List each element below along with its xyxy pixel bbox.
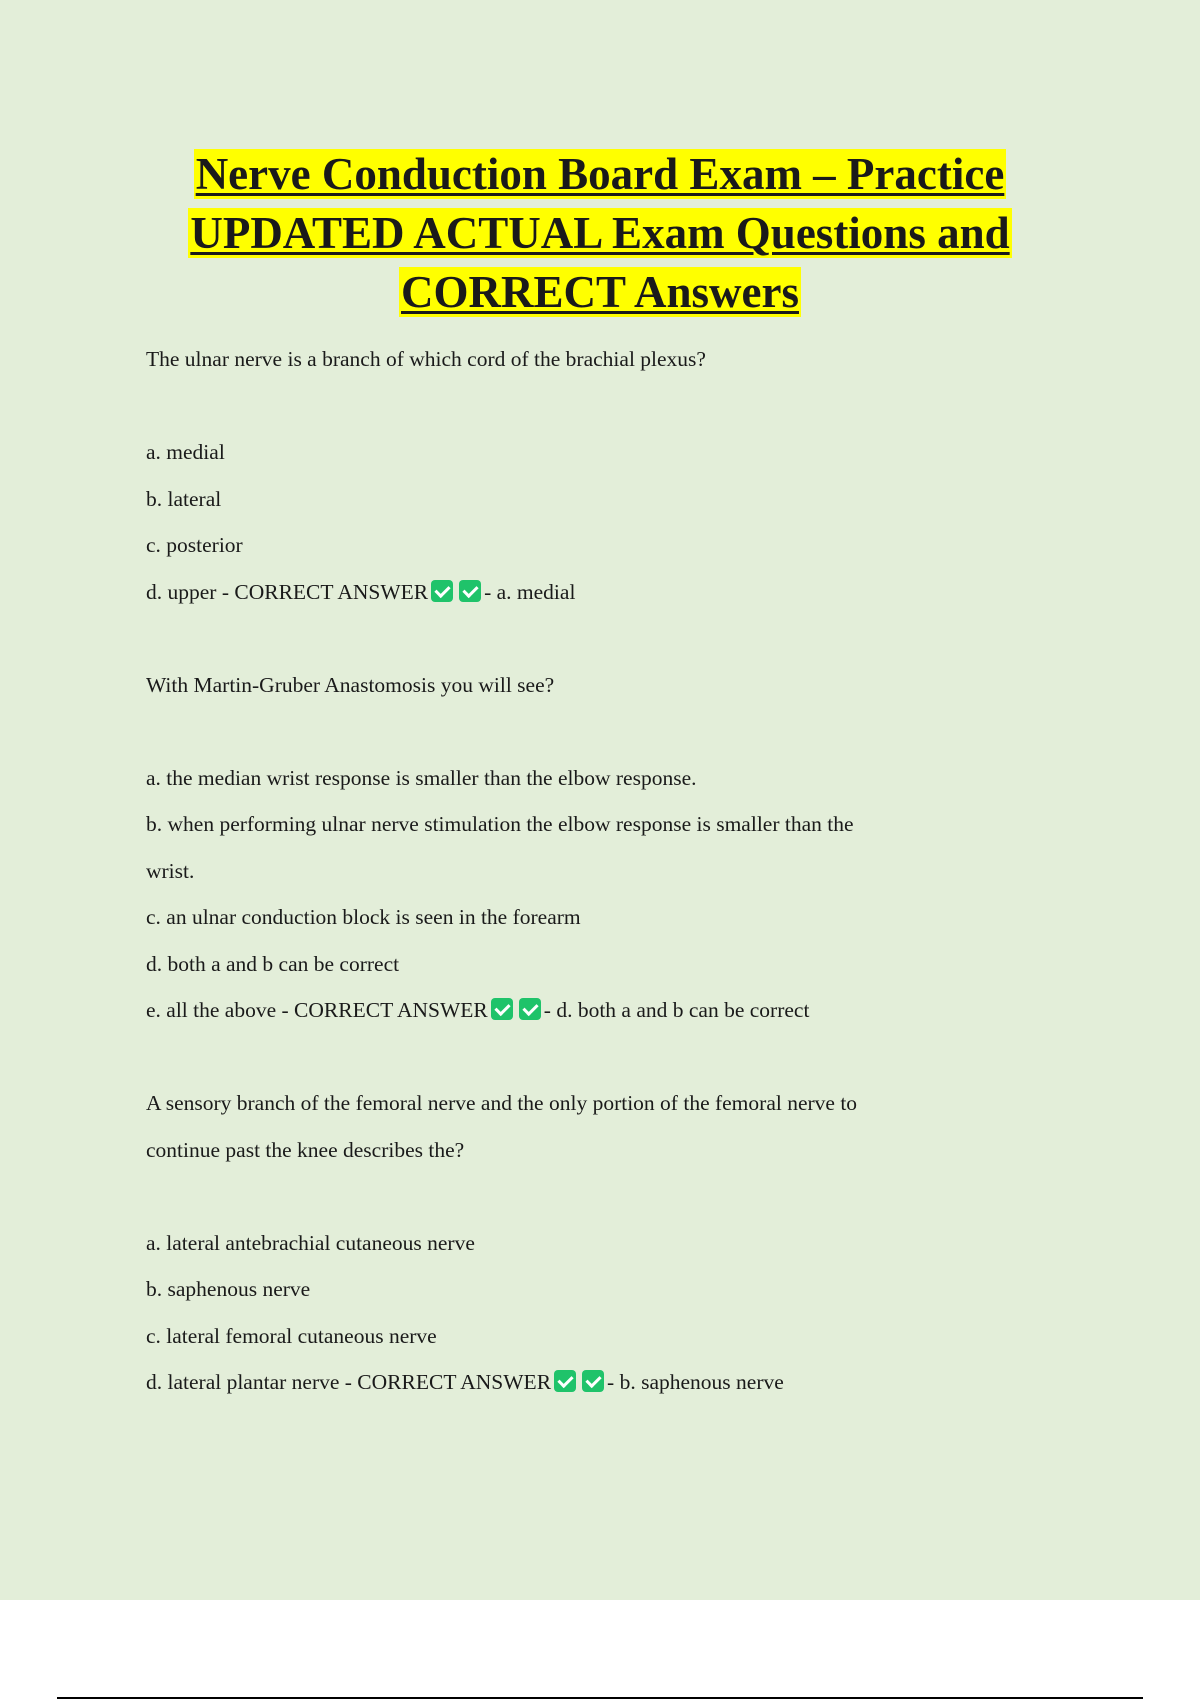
check-mark-icon (582, 1370, 604, 1392)
answer-option-with-correct-answer (146, 569, 1046, 616)
answer-option: c. posterior (146, 533, 243, 557)
question-1 (146, 336, 1046, 662)
check-mark-icon (459, 580, 481, 602)
question-2 (146, 662, 1046, 1081)
title-line: Nerve Conduction Board Exam – Practice (195, 149, 1005, 199)
check-mark-icon (519, 998, 541, 1020)
answer-option: wrist. (146, 858, 195, 883)
question-stem: continue past the knee describes the? (146, 1137, 465, 1162)
correct-answer-text: - d. both a and b can be correct (543, 998, 810, 1022)
correct-answer-text: - a. medial (484, 579, 576, 604)
answer-option: a. lateral antebrachial cutaneous nerve (146, 1230, 475, 1255)
answer-option: b. saphenous nerve (146, 1277, 311, 1301)
answer-option: a. medial (146, 440, 225, 464)
answer-option-text: d. upper - CORRECT ANSWER (146, 579, 429, 604)
answer-option-with-correct-answer (146, 1359, 1046, 1406)
answer-option-text: d. lateral plantar nerve - CORRECT ANSWER (146, 1370, 552, 1394)
question-stem: The ulnar nerve is a branch of which cord of the brachial plexus? (146, 347, 706, 371)
answer-option: c. an ulnar conduction block is seen in the forearm (146, 905, 581, 929)
question-list (146, 336, 1046, 1406)
question-stem: A sensory branch of the femoral nerve and the only portion of the femoral nerve to (146, 1091, 858, 1115)
check-mark-icon (554, 1370, 576, 1392)
answer-option: d. both a and b can be correct (146, 951, 400, 976)
answer-option: a. the median wrist response is smaller than the elbow response. (146, 765, 697, 790)
footer-divider (57, 1697, 1143, 1699)
answer-option-text: e. all the above - CORRECT ANSWER (146, 998, 488, 1022)
check-mark-icon (491, 998, 513, 1020)
question-3 (146, 1080, 1046, 1406)
title-line: CORRECT Answers (401, 267, 799, 317)
check-mark-icon (431, 580, 453, 602)
title-line: UPDATED ACTUAL Exam Questions and (190, 208, 1010, 258)
document-title (0, 145, 1200, 322)
answer-option-with-correct-answer (146, 987, 1046, 1034)
correct-answer-text: - b. saphenous nerve (607, 1370, 784, 1394)
answer-option: b. lateral (146, 486, 222, 511)
answer-option: b. when performing ulnar nerve stimulation the elbow response is smaller than the (146, 812, 854, 836)
question-stem: With Martin-Gruber Anastomosis you will see? (146, 672, 555, 697)
answer-option: c. lateral femoral cutaneous nerve (146, 1323, 437, 1348)
